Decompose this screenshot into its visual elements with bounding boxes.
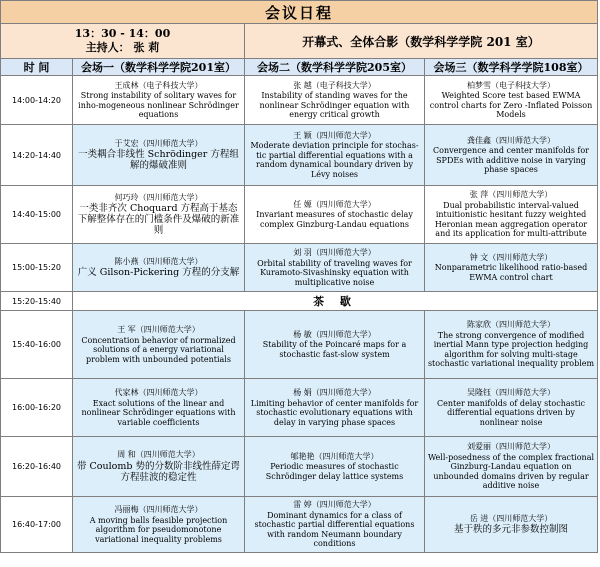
speaker: 何巧玲（四川师范大学） [114,192,203,202]
speaker: 于艾宏（四川师范大学） [114,138,203,148]
talk-title: Strong instability of solitary waves for inho-mogeneous nonlinear Schrödinger equations [78,91,239,119]
talk-cell [425,186,598,244]
speaker: 钟 文（四川师范大学） [469,252,553,262]
col-header-time: 时 间 [1,59,73,76]
talk-cell [245,311,425,379]
talk-cell [245,379,425,437]
page-title: 会议日程 [1,1,598,24]
talk-cell [425,311,598,379]
talk-title: Concentration behavior of normalized solutions of a energy variational problem with unbounded potentials [81,335,236,364]
time-cell: 15:20-15:40 [1,292,73,311]
host-name: 主持人： 张 莉 [85,41,160,54]
talk-cell [425,497,598,553]
talk-cell [73,186,245,244]
talk-cell [245,437,425,497]
time-cell: 14:20-14:40 [1,125,73,186]
speaker: 龚佳鑫（四川师范大学） [467,135,555,145]
talk-title: Instability of standing waves for the nonlinear Schrödinger equation with energy critical growth [259,91,410,119]
table-row [1,379,598,437]
speaker: 陈小燕（四川师范大学） [114,256,203,266]
opening-ceremony: 开幕式、全体合影（数学科学学院 201 室） [245,24,598,59]
talk-title: Moderate deviation principle for stochas-tic partial differential equations with a random dynamical boundary driven by Lévy noises [250,141,419,179]
speaker: 吴隆钰（四川师范大学） [467,388,555,397]
talk-title: The strong convergence of modified inertial Mann type projection hedging algorithm for solving multi-stage stochastic variational inequality problem [427,330,595,369]
talk-title: Weighted Score test based EWMA control charts for Zero -Inflated Poisson Models [429,91,593,119]
speaker: 岳 进（四川师范大学） [469,513,553,523]
talk-title: A moving balls feasible projection algorithm for pseudomonotone variational inequality problems [89,515,228,544]
talk-cell [245,186,425,244]
speaker: 冯丽梅（四川师范大学） [114,505,203,514]
speaker: 杨 娟（四川师范大学） [293,388,376,397]
speaker: 刘爱丽（四川师范大学） [467,442,555,452]
speaker: 张 越（电子科技大学） [293,80,376,90]
talk-title: Well-posedness of the complex fractional Ginzburg-Landau equation on unbounded domains driven by regular additive noise [427,452,595,491]
table-row [1,76,598,125]
speaker: 王 颖（四川师范大学） [293,130,376,140]
col-header-venue-3: 会场三（数学科学学院108室） [425,59,598,76]
talk-cell [425,437,598,497]
talk-cell [425,76,598,125]
talk-title: 广义 Gilson-Pickering 方程的分支解 [77,267,240,279]
talk-cell [73,244,245,292]
speaker: 郇艳艳（四川师范大学） [290,451,379,461]
talk-cell [73,379,245,437]
talk-title: Dominant dynamics for a class of stochastic partial differential equations with random Neumann boundary conditions [254,510,415,549]
talk-title: Dual probabilistic interval-valued intuitionistic hesitant fuzzy weighted Heronian mean aggregation operator and its application for multi-attribute [434,200,588,239]
speaker: 王 军（四川师范大学） [117,325,200,334]
table-row [1,244,598,292]
col-header-venue-1: 会场一（数学科学学院201室） [73,59,245,76]
opening-time: 13：30 - 14：00 [74,27,171,40]
talk-cell [245,497,425,553]
talk-cell [425,244,598,292]
talk-title: Nonparametric likelihood ratio-based EWMA control chart [434,263,588,282]
talk-title: Orbital stability of traveling waves for Kuramoto-Sivashinsky equation with multiplicative noise [257,258,412,287]
talk-cell [73,125,245,186]
talk-cell [245,76,425,125]
table-row [1,186,598,244]
talk-cell [73,76,245,125]
time-cell: 14:40-15:00 [1,186,73,244]
table-row [1,311,598,379]
talk-title: Center manifolds of delay stochastic differential equations driven by nonlinear noise [437,398,585,427]
time-cell: 16:20-16:40 [1,437,73,497]
talk-title: Periodic measures of stochastic Schrödinger delay lattice systems [265,462,404,481]
time-cell: 16:00-16:20 [1,379,73,437]
speaker: 代家林（四川师范大学） [114,388,203,397]
speaker: 任 嫄（四川师范大学） [293,199,376,209]
talk-title: 一类耦合非线性 Schrödinger 方程组解的爆破准则 [78,149,239,172]
table-row [1,497,598,553]
speaker: 陈家欣（四川师范大学） [467,320,555,330]
col-header-venue-2: 会场二（数学科学学院205室） [245,59,425,76]
time-cell: 15:00-15:20 [1,244,73,292]
talk-cell [73,437,245,497]
talk-cell [245,125,425,186]
talk-title: Exact solutions of the linear and nonlinear Schrödinger equations with variable coefficients [81,398,236,427]
talk-title: Stability of the Poincaré maps for a stochastic fast-slow system [262,340,407,359]
talk-title: Limiting behavior of center manifolds for stochastic evolutionary equations with delay in varying phase spaces [250,398,419,427]
time-cell: 14:00-14:20 [1,76,73,125]
speaker: 柏梦雪（电子科技大学） [467,80,555,90]
speaker: 杨 敏（四川师范大学） [293,329,376,339]
talk-title: 基于秩的多元非参数控制图 [454,524,569,536]
speaker: 王成林（电子科技大学） [114,80,203,90]
talk-cell [73,497,245,553]
talk-cell [245,244,425,292]
speaker: 雷 婷（四川师范大学） [293,500,376,510]
talk-title: 一类非齐次 Choquard 方程高于基态下解整体存在的门槛条件及爆破的新准则 [77,203,240,237]
table-row [1,125,598,186]
speaker: 刘 羽（四川师范大学） [293,248,376,257]
opening-time-cell [1,24,245,59]
speaker: 周 和（四川师范大学） [117,450,200,460]
talk-title: Convergence and center manifolds for SPDEs with additive noise in varying phase spaces [433,146,589,174]
talk-cell [425,125,598,186]
time-cell: 16:40-17:00 [1,497,73,553]
talk-cell [73,311,245,379]
table-row [1,437,598,497]
time-cell: 15:40-16:00 [1,311,73,379]
speaker: 张 萍（四川师范大学） [469,190,553,200]
talk-title: 带 Coulomb 势的分数阶非线性薛定谔方程驻波的稳定性 [77,460,240,483]
talk-cell [425,379,598,437]
table-row-break [1,292,598,311]
tea-break: 茶 歇 [73,292,598,311]
talk-title: Invariant measures of stochastic delay complex Ginzburg-Landau equations [256,210,413,229]
